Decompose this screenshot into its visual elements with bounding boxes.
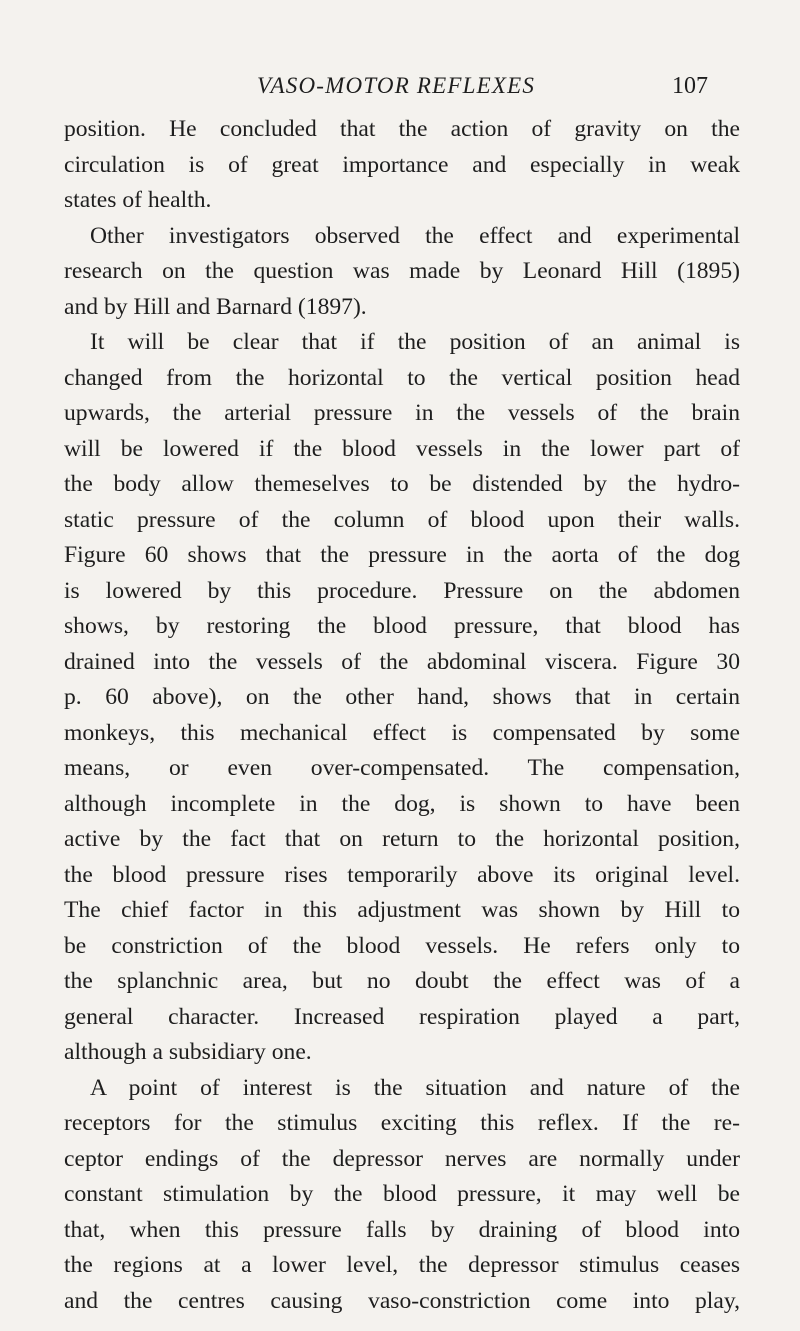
text-line: is lowered by this procedure. Pressure on the abdomen	[64, 577, 740, 604]
text-line: research on the question was made by Leonard Hill (1895)	[64, 258, 740, 284]
text-line: the blood pressure rises temporarily above its original level.	[64, 861, 740, 888]
text-line: p. 60 above), on the other hand, shows that in certain	[64, 684, 740, 710]
text-line: general character. Increased respiration played a part,	[64, 1003, 740, 1030]
text-line: receptors for the stimulus exciting this reflex. If the re-	[64, 1110, 740, 1136]
text-line: although a subsidiary one.	[64, 1039, 312, 1065]
text-line: that, when this pressure falls by draining of blood into	[64, 1216, 740, 1243]
text-line: constant stimulation by the blood pressure, it may well be	[64, 1181, 740, 1207]
text-line: although incomplete in the dog, is shown to have been	[64, 790, 740, 817]
text-line: the splanchnic area, but no doubt the effect was of a	[64, 968, 740, 994]
text-line: position. He concluded that the action of gravity on the	[64, 116, 740, 142]
text-line: will be lowered if the blood vessels in the lower part of	[64, 435, 740, 462]
body-text	[64, 112, 740, 1319]
text-line: and the centres causing vaso-constriction come into play,	[64, 1287, 740, 1314]
text-line: states of health.	[64, 187, 212, 213]
text-line: upwards, the arterial pressure in the vessels of the brain	[64, 400, 740, 426]
text-line: A point of interest is the situation and nature of the	[90, 1074, 740, 1101]
text-line: be constriction of the blood vessels. He refers only to	[64, 932, 740, 959]
text-line: Figure 60 shows that the pressure in the aorta of the dog	[64, 542, 740, 568]
text-line: and by Hill and Barnard (1897).	[64, 293, 367, 320]
text-line: It will be clear that if the position of an animal is	[90, 329, 740, 355]
running-head-title: VASO-MOTOR REFLEXES	[257, 73, 536, 98]
text-line: circulation is of great importance and especially in weak	[64, 151, 740, 178]
text-line: monkeys, this mechanical effect is compensated by some	[64, 719, 740, 746]
text-line: active by the fact that on return to the horizontal position,	[64, 826, 740, 852]
text-line: Other investigators observed the effect and experimental	[90, 222, 740, 249]
running-head	[0, 68, 800, 104]
text-line: changed from the horizontal to the vertical position head	[64, 364, 740, 391]
text-line: means, or even over-compensated. The compensation,	[64, 755, 740, 781]
text-line: the body allow themeselves to be distended by the hydro-	[64, 471, 740, 497]
text-line: The chief factor in this adjustment was shown by Hill to	[64, 897, 740, 923]
text-line: shows, by restoring the blood pressure, that blood has	[64, 613, 740, 639]
text-line: the regions at a lower level, the depressor stimulus ceases	[64, 1252, 740, 1278]
text-line: ceptor endings of the depressor nerves are normally under	[64, 1145, 740, 1172]
text-line: static pressure of the column of blood upon their walls.	[64, 506, 740, 533]
text-line: drained into the vessels of the abdominal viscera. Figure 30	[64, 648, 740, 675]
page-number: 107	[672, 73, 708, 99]
